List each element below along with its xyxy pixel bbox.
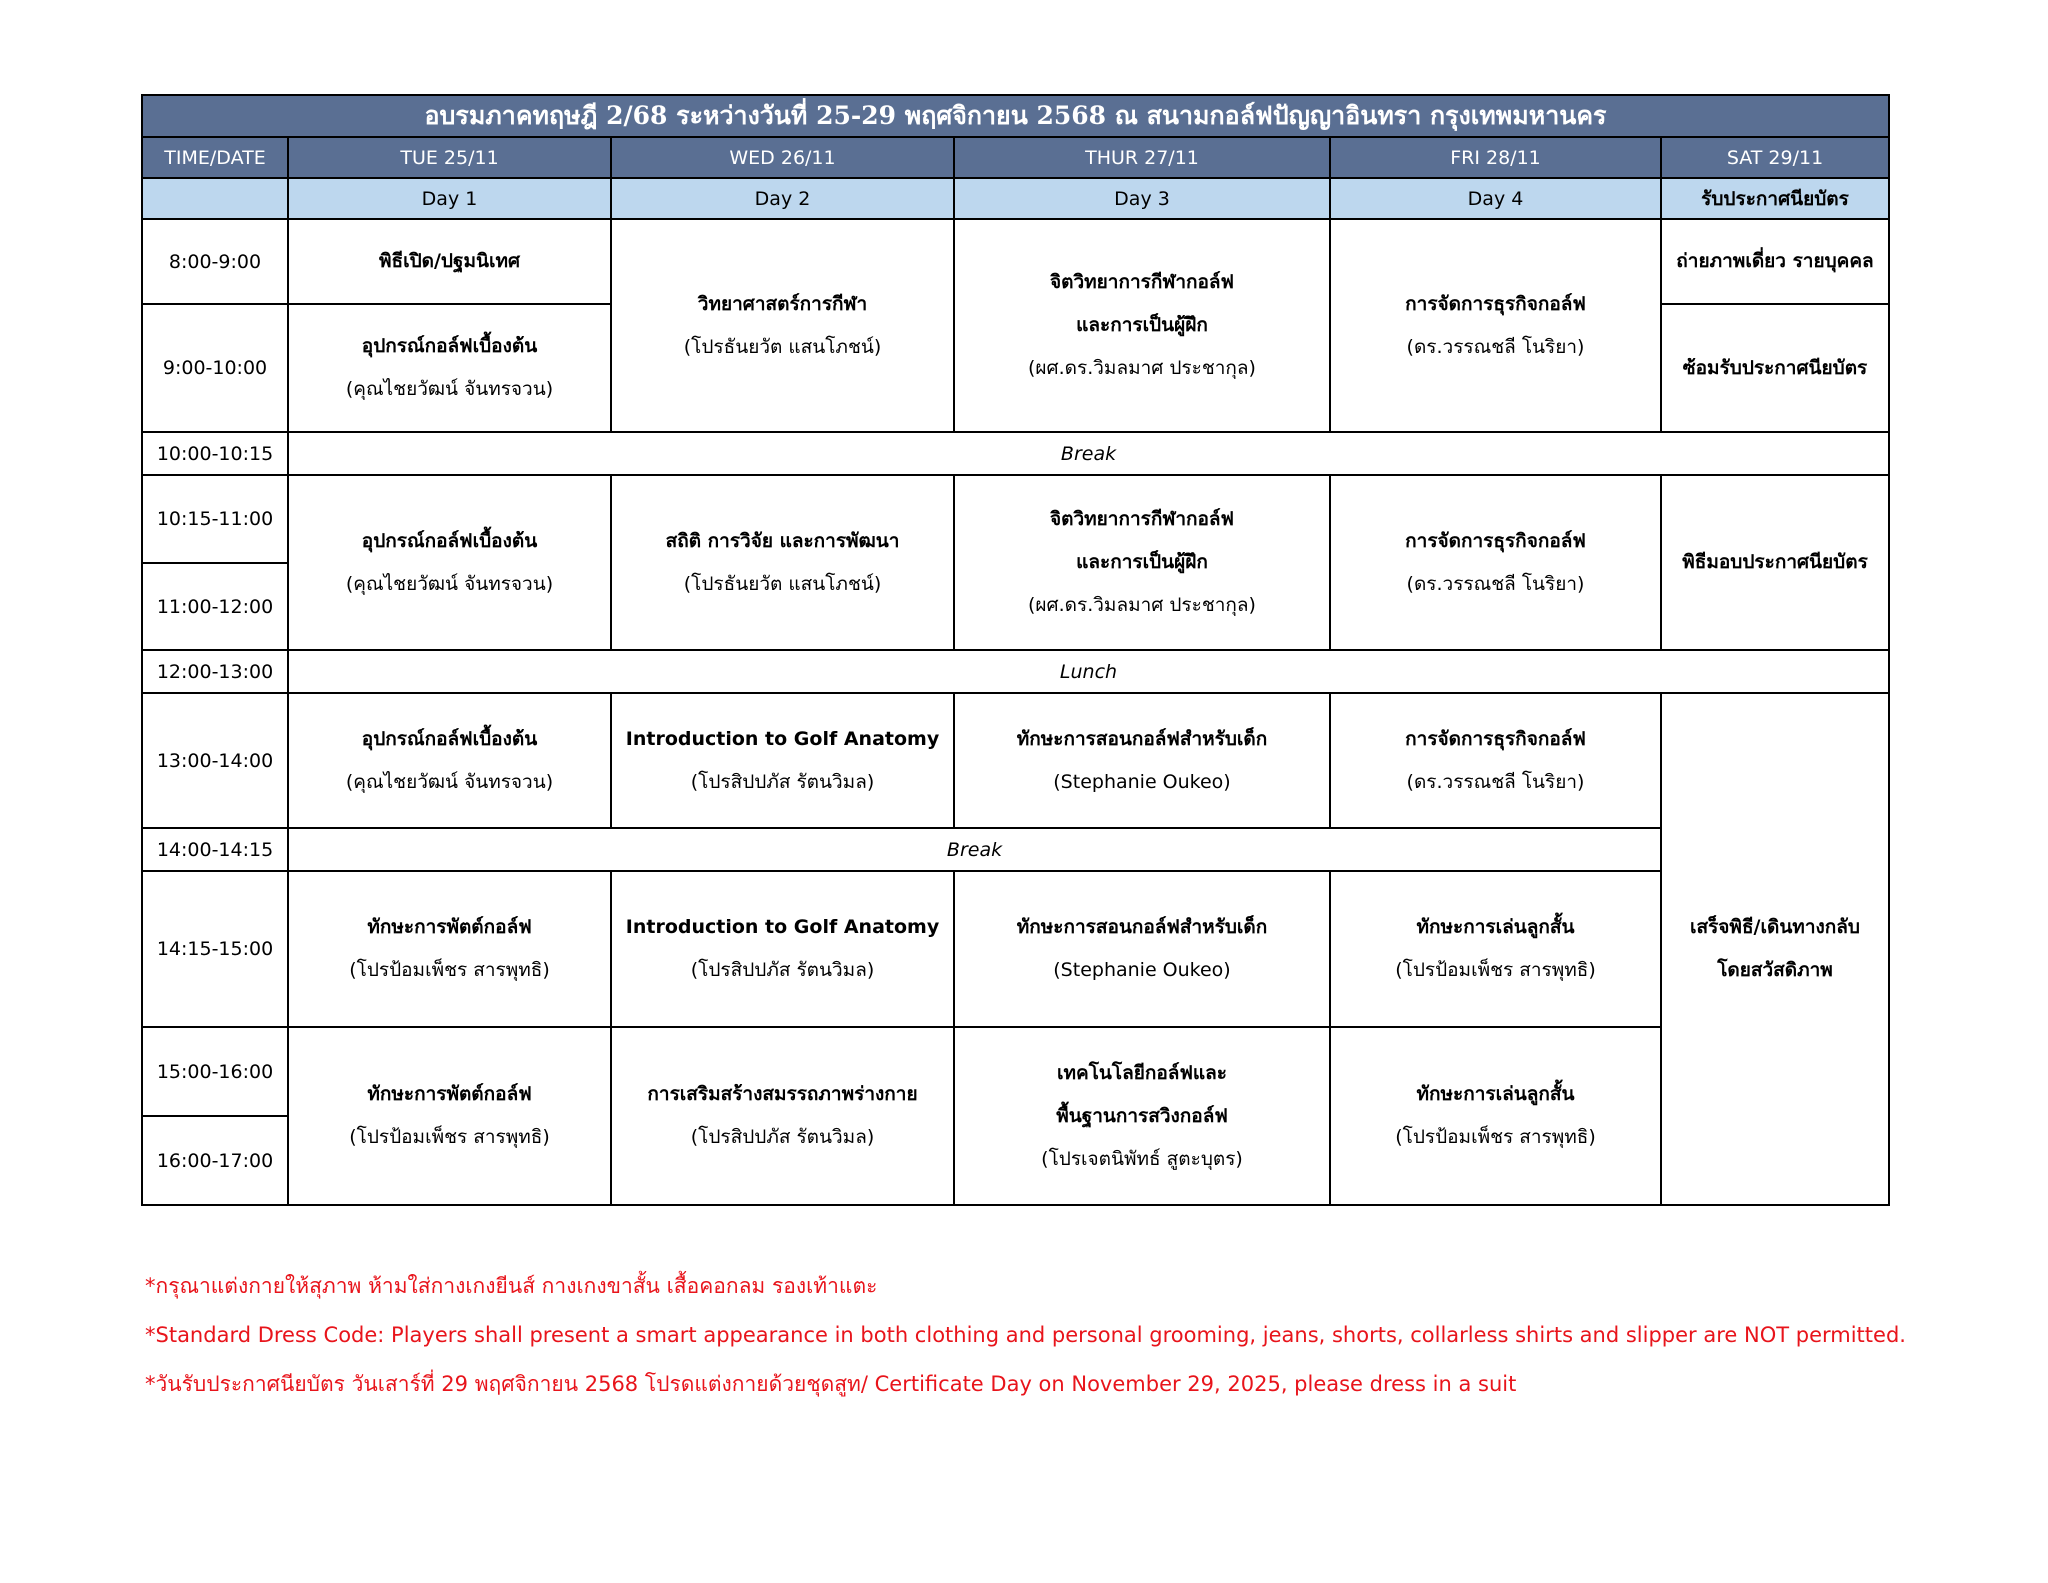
session-cell <box>954 219 1330 432</box>
session-title: อุปกรณ์กอล์ฟเบื้องต้น <box>361 335 538 357</box>
time-cell: 8:00-9:00 <box>142 219 288 304</box>
wed-header: WED 26/11 <box>611 137 954 178</box>
session-title: การจัดการธุรกิจกอล์ฟ <box>1405 529 1586 552</box>
session-instructor: (โปรป้อมเพ็ชร สารพุทธิ) <box>349 1126 550 1148</box>
session-title: เสร็จพิธี/เดินทางกลับ <box>1690 916 1860 938</box>
session-title: อุปกรณ์กอล์ฟเบื้องต้น <box>361 727 538 750</box>
note-thai-dress-code: *กรุณาแต่งกายให้สุภาพ ห้ามใส่กางเกงยีนส์ กางเกงขาสั้น เสื้อคอกลม รองเท้าแตะ <box>145 1274 878 1298</box>
session-cell <box>288 693 611 828</box>
session-instructor: (คุณไชยวัฒน์ จันทรจวน) <box>345 572 554 595</box>
session-instructor: (คุณไชยวัฒน์ จันทรจวน) <box>345 378 554 400</box>
session-cell <box>1661 304 1889 432</box>
table-row <box>142 475 1889 563</box>
time-date-header: TIME/DATE <box>142 137 288 178</box>
date-header-row <box>142 137 1889 178</box>
session-instructor: (โปรเจตนิพัทธ์ สูตะบุตร) <box>1041 1147 1243 1170</box>
time-cell: 14:00-14:15 <box>142 828 288 871</box>
session-cell <box>611 693 954 828</box>
day-3-label: Day 3 <box>954 178 1330 219</box>
break-cell: Break <box>288 432 1889 475</box>
session-title: พิธีมอบประกาศนียบัตร <box>1682 551 1868 573</box>
session-cell <box>288 219 611 304</box>
table-row <box>142 650 1889 693</box>
session-instructor: (ผศ.ดร.วิมลมาศ ประชากุล) <box>1028 357 1256 379</box>
session-instructor: (ดร.วรรณชลี โนริยา) <box>1406 770 1585 793</box>
table-row <box>142 1027 1889 1116</box>
session-title: อุปกรณ์กอล์ฟเบื้องต้น <box>361 529 538 552</box>
session-title: ถ่ายภาพเดี่ยว รายบุคคล <box>1676 250 1874 272</box>
fri-header: FRI 28/11 <box>1330 137 1661 178</box>
table-row <box>142 219 1889 304</box>
session-cell <box>611 219 954 432</box>
session-title: การจัดการธุรกิจกอล์ฟ <box>1405 727 1586 750</box>
session-title: ทักษะการเล่นลูกสั้น <box>1416 916 1575 938</box>
session-instructor: (โปรธันยวัต แสนโภชน์) <box>683 335 882 358</box>
time-cell: 14:15-15:00 <box>142 871 288 1027</box>
session-title: ทักษะการสอนกอล์ฟสำหรับเด็ก <box>1016 727 1268 750</box>
table-row <box>142 693 1889 828</box>
time-cell: 10:15-11:00 <box>142 475 288 563</box>
session-cell <box>1330 871 1661 1027</box>
day-2-label: Day 2 <box>611 178 954 219</box>
session-title: สถิติ การวิจัย และการพัฒนา <box>665 529 900 552</box>
day-label-row <box>142 178 1889 219</box>
session-instructor: (โปรสิปปภัส รัตนวิมล) <box>690 1126 875 1148</box>
session-title: Introduction to Golf Anatomy <box>625 916 940 938</box>
session-title: ซ้อมรับประกาศนียบัตร <box>1682 356 1868 379</box>
session-instructor: (คุณไชยวัฒน์ จันทรจวน) <box>345 770 554 793</box>
session-title: ทักษะการเล่นลูกสั้น <box>1416 1083 1575 1105</box>
session-cell <box>288 475 611 650</box>
session-title: จิตวิทยาการกีฬากอล์ฟ <box>1049 508 1235 530</box>
session-cell <box>288 871 611 1027</box>
table-row <box>142 432 1889 475</box>
time-cell: 9:00-10:00 <box>142 304 288 432</box>
session-cell <box>1330 1027 1661 1205</box>
session-cell <box>288 1027 611 1205</box>
session-cell <box>1661 475 1889 650</box>
schedule-title: อบรมภาคทฤษฎี 2/68 ระหว่างวันที่ 25-29 พฤศจิกายน 2568 ณ สนามกอล์ฟปัญญาอินทรา กรุงเทพมหานคร <box>142 95 1889 137</box>
session-title: วิทยาศาสตร์การกีฬา <box>697 292 868 315</box>
session-title: ทักษะการพัตต์กอล์ฟ <box>367 1083 532 1105</box>
thu-header: THUR 27/11 <box>954 137 1330 178</box>
session-title: ทักษะการพัตต์กอล์ฟ <box>367 916 532 938</box>
note-certificate-day: *วันรับประกาศนียบัตร วันเสาร์ที่ 29 พฤศจิกายน 2568 โปรดแต่งกายด้วยชุดสูท/ Certificate Day on November 29, 2025, please dress in a suit <box>145 1372 1517 1396</box>
session-cell <box>288 304 611 432</box>
session-title: การจัดการธุรกิจกอล์ฟ <box>1405 292 1586 315</box>
session-instructor: (โปรธันยวัต แสนโภชน์) <box>683 572 882 595</box>
session-cell <box>1661 219 1889 304</box>
session-cell <box>954 693 1330 828</box>
session-title-line2: โดยสวัสดิภาพ <box>1717 959 1833 981</box>
session-instructor: (Stephanie Oukeo) <box>1053 770 1231 793</box>
day-blank <box>142 178 288 219</box>
day-4-label: Day 4 <box>1330 178 1661 219</box>
schedule-table <box>141 94 1890 1206</box>
session-instructor: (Stephanie Oukeo) <box>1053 959 1231 981</box>
session-cell <box>611 871 954 1027</box>
time-cell: 11:00-12:00 <box>142 563 288 650</box>
session-instructor: (โปรสิปปภัส รัตนวิมล) <box>690 770 875 793</box>
session-title: จิตวิทยาการกีฬากอล์ฟ <box>1049 271 1235 293</box>
session-instructor: (ผศ.ดร.วิมลมาศ ประชากุล) <box>1028 594 1256 616</box>
session-cell <box>1330 475 1661 650</box>
certificate-day-label: รับประกาศนียบัตร <box>1661 178 1889 219</box>
session-instructor: (โปรสิปปภัส รัตนวิมล) <box>690 959 875 981</box>
session-instructor: (โปรป้อมเพ็ชร สารพุทธิ) <box>1395 959 1596 981</box>
tue-header: TUE 25/11 <box>288 137 611 178</box>
time-cell: 12:00-13:00 <box>142 650 288 693</box>
session-title-line2: และการเป็นผู้ฝึก <box>1076 551 1208 573</box>
time-cell: 15:00-16:00 <box>142 1027 288 1116</box>
session-title: การเสริมสร้างสมรรถภาพร่างกาย <box>647 1083 918 1105</box>
session-title-line2: และการเป็นผู้ฝึก <box>1076 314 1208 336</box>
session-cell <box>954 475 1330 650</box>
session-cell <box>1661 693 1889 1205</box>
session-cell <box>1330 693 1661 828</box>
session-title: เทคโนโลยีกอล์ฟและ <box>1056 1061 1227 1084</box>
table-row <box>142 828 1889 871</box>
session-cell <box>954 1027 1330 1205</box>
session-cell <box>611 1027 954 1205</box>
session-cell <box>611 475 954 650</box>
day-1-label: Day 1 <box>288 178 611 219</box>
table-row <box>142 871 1889 1027</box>
sat-header: SAT 29/11 <box>1661 137 1889 178</box>
session-instructor: (ดร.วรรณชลี โนริยา) <box>1406 572 1585 595</box>
lunch-cell: Lunch <box>288 650 1889 693</box>
session-instructor: (โปรป้อมเพ็ชร สารพุทธิ) <box>1395 1126 1596 1148</box>
session-instructor: (โปรป้อมเพ็ชร สารพุทธิ) <box>349 959 550 981</box>
session-title: พิธีเปิด/ปฐมนิเทศ <box>378 250 521 272</box>
session-title-line2: พื้นฐานการสวิงกอล์ฟ <box>1056 1104 1228 1127</box>
break-cell: Break <box>288 828 1661 871</box>
dress-code-notes <box>145 1262 1906 1409</box>
time-cell: 13:00-14:00 <box>142 693 288 828</box>
session-cell <box>1330 219 1661 432</box>
time-cell: 16:00-17:00 <box>142 1116 288 1205</box>
time-cell: 10:00-10:15 <box>142 432 288 475</box>
session-cell <box>954 871 1330 1027</box>
session-title: Introduction to Golf Anatomy <box>625 727 940 750</box>
session-instructor: (ดร.วรรณชลี โนริยา) <box>1406 335 1585 358</box>
note-english-dress-code: *Standard Dress Code: Players shall present a smart appearance in both clothing and personal grooming, jeans, shorts, collarless shirts and slipper are NOT permitted. <box>145 1323 1906 1347</box>
session-title: ทักษะการสอนกอล์ฟสำหรับเด็ก <box>1016 916 1268 938</box>
